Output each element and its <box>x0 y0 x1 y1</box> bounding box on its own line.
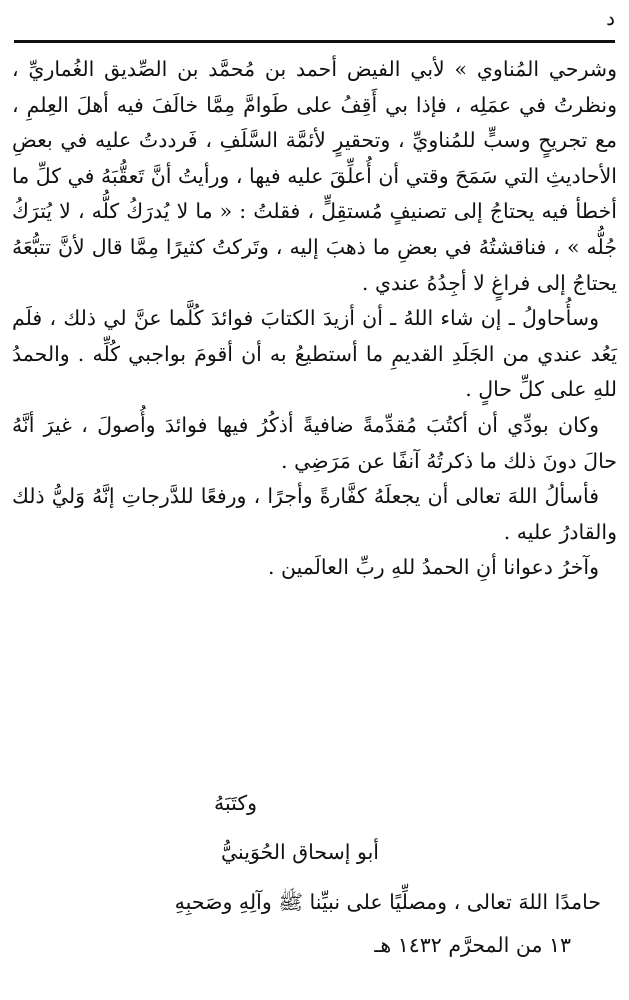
paragraph-3: وكان بودِّي أن أكتُبَ مُقدِّمةً ضافيةً أذكُرُ فيها فوائدَ وأُصولَ ، غيرَ أنَّهُ حالَ دونَ ذلك ما ذكرتُهُ آنفًا عن مَرَضِي . <box>12 412 617 473</box>
signature-wa-katabahu-text: وكتَبَهُ <box>213 791 257 815</box>
header-rule <box>14 40 615 43</box>
paragraph-4: فأسألُ اللهَ تعالى أن يجعلَهُ كفَّارةً وأجرًا ، ورفعًا للدَّرجاتِ إنَّهُ وَليُّ ذلك والقادرُ عليه . <box>12 484 617 544</box>
signature-author-name: أبو إسحاق الحُوَينيُّ <box>220 840 379 864</box>
paragraph-5: وآخرُ دعوانا أنِ الحمدُ للهِ ربِّ العالَمين . <box>267 555 599 580</box>
signature-date-text: ١٣ من المحرَّم ١٤٣٢ هـ <box>374 933 571 957</box>
paragraph-2: وسأُحاولُ ـ إن شاء اللهُ ـ أن أزيدَ الكتابَ فوائدَ كُلَّما عنَّ لي ذلك ، فلَم يَعُد عندي من الجَلَدِ القديمِ ما أستطيعُ به أن أقومَ بواجبي كُلِّه . والحمدُ للهِ على كلِّ حالٍ . <box>12 306 617 402</box>
paragraph-1: وشرحي المُناوي » لأبي الفيض أحمد بن مُحمَّد بن الصِّديق الغُماريِّ ، ونظرتُ في عمَلِه ، فإذا بي أَقِفُ على طَوامَّ مِمَّا خالَفَ فيه أهلَ العِلمِ ، مع تجريحٍ وسبٍّ للمُناويِّ ، وتحقيرٍ لأئمَّة السَّلَفِ ، فَرددتُ عليه في بعضِ الأحاديثِ التي سَمَحَ وقتي أن أُعلِّقَ عليه فيها ، ورأيتُ أنَّ تَعقُّبَهُ في كلِّ ما أخطأ فيه يحتاجُ إلى تصنيفٍ مُستقِلٍّ ، فقلتُ : « ما لا يُدرَكُ كلُّه ، لا يُترَكُ جُلُّه » ، فناقشتُهُ في بعضِ ما ذهبَ إليه ، وتَركتُ كثيرًا مِمَّا قال لأنَّ تتبُّعَهُ يحتاجُ إلى فراغٍ لا أجِدُهُ عندي . <box>12 57 617 295</box>
page-number: د <box>606 6 615 30</box>
document-body <box>12 52 617 586</box>
signature-praise-text: حامدًا اللهَ تعالى ، ومصلِّيًا على نبيِّنا ﷺ وآلِهِ وصَحبِهِ <box>174 890 601 914</box>
